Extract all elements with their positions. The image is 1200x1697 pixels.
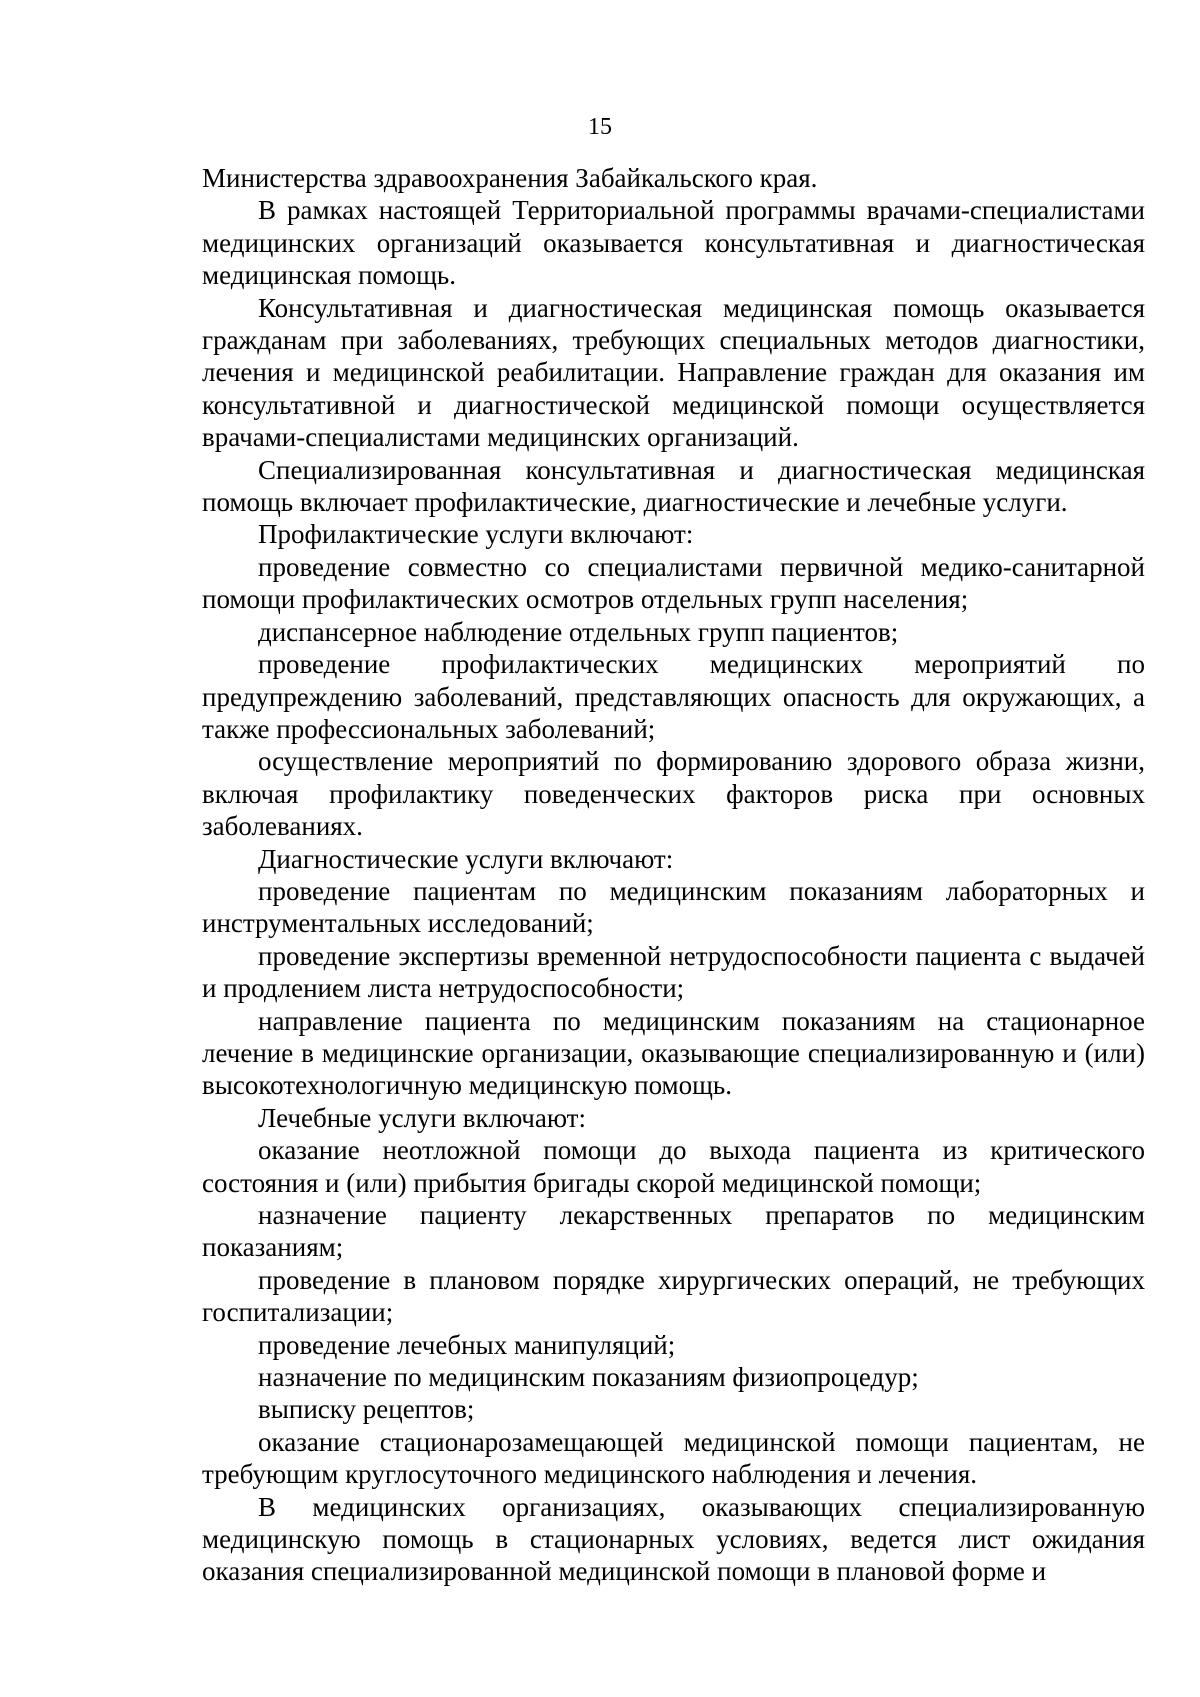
list-item: диспансерное наблюдение отдельных групп пациентов; <box>258 616 899 647</box>
list-item: проведение экспертизы временной нетрудоспособности пациента с выдачей и продлением листа нетрудоспособности; <box>202 940 1145 1004</box>
list-item: выписку рецептов; <box>258 1394 475 1425</box>
list-item: назначение по медицинским показаниям физиопроцедур; <box>258 1362 919 1393</box>
paragraph: Специализированная консультативная и диагностическая медицинская помощь включает профилактические, диагностические и лечебные услуги. <box>202 454 1145 518</box>
list-item: оказание стационарозамещающей медицинской помощи пациентам, не требующим круглосуточного медицинского наблюдения и лечения. <box>202 1426 1145 1490</box>
list-item: проведение пациентам по медицинским показаниям лабораторных и инструментальных исследований; <box>202 875 1145 939</box>
list-item: проведение совместно со специалистами первичной медико-санитарной помощи профилактических осмотров отдельных групп населения; <box>202 551 1145 615</box>
page-number: 15 <box>588 114 612 140</box>
list-heading: Профилактические услуги включают: <box>258 519 694 550</box>
paragraph-continuation: Министерства здравоохранения Забайкальского края. <box>202 163 818 193</box>
list-heading: Диагностические услуги включают: <box>258 843 674 874</box>
list-item: осуществление мероприятий по формированию здорового образа жизни, включая профилактику поведенческих факторов риска при основных заболеваниях. <box>202 746 1145 842</box>
list-item: проведение в плановом порядке хирургических операций, не требующих госпитализации; <box>202 1264 1145 1328</box>
document-body <box>202 162 1145 1588</box>
list-item: оказание неотложной помощи до выхода пациента из критического состояния и (или) прибытия бригады скорой медицинской помощи; <box>202 1135 1145 1198</box>
paragraph: Консультативная и диагностическая медицинская помощь оказывается гражданам при заболеваниях, требующих специальных методов диагностики, лечения и медицинской реабилитации. Направление граждан для оказания им консультативной и диагностической медицинской помощи осуществляется врачами-специалистами медицинских организаций. <box>202 292 1145 453</box>
list-item: проведение лечебных манипуляций; <box>258 1329 676 1360</box>
list-item: назначение пациенту лекарственных препаратов по медицинским показаниям; <box>202 1200 1145 1263</box>
list-item: направление пациента по медицинским показаниям на стационарное лечение в медицинские организации, оказывающие специализированную и (или) высокотехнологичную медицинскую помощь. <box>202 1005 1145 1101</box>
list-heading: Лечебные услуги включают: <box>258 1102 586 1133</box>
paragraph: В рамках настоящей Территориальной программы врачами-специалистами медицинских организаций оказывается консультативная и диагностическая медицинская помощь. <box>202 195 1145 291</box>
list-item: проведение профилактических медицинских мероприятий по предупреждению заболеваний, представляющих опасность для окружающих, а также профессиональных заболеваний; <box>202 649 1145 744</box>
paragraph: В медицинских организациях, оказывающих специализированную медицинскую помощь в стационарных условиях, ведется лист ожидания оказания специализированной медицинской помощи в плановой форме и <box>202 1491 1145 1587</box>
